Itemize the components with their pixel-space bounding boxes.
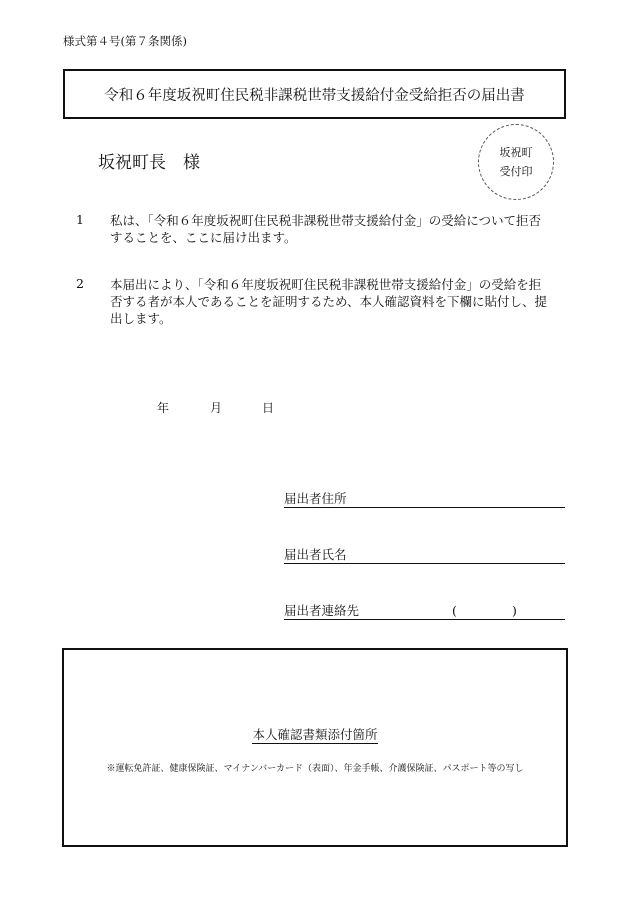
addressee: 坂祝町長 様	[98, 153, 200, 173]
title-box	[63, 69, 566, 119]
address-field[interactable]	[284, 491, 565, 508]
document-title: 令和６年度坂祝町住民税非課税世帯支援給付金受給拒否の届出書	[104, 87, 525, 104]
contact-paren-close: )	[512, 603, 517, 618]
attachment-title: 本人確認書類添付箇所	[252, 727, 378, 742]
item-2-number: 2	[76, 276, 84, 291]
date-day-label: 日	[262, 401, 275, 415]
item-2-line-2: 否する者が本人であることを証明するため、本人確認資料を下欄に貼付し、提	[110, 294, 548, 309]
address-label: 届出者住所	[284, 491, 347, 506]
contact-label: 届出者連絡先	[284, 603, 360, 618]
contact-field[interactable]	[284, 603, 565, 620]
stamp-line-2: 受付印	[499, 165, 533, 178]
item-1-number: 1	[76, 212, 84, 227]
item-1-line-2: することを、ここに届け出ます。	[110, 230, 297, 245]
name-label: 届出者氏名	[284, 547, 347, 562]
item-2-line-1: 本届出により、「令和６年度坂祝町住民税非課税世帯支援給付金」の受給を拒	[110, 277, 542, 292]
id-document-attachment-box[interactable]	[62, 648, 568, 847]
item-2-text	[110, 276, 547, 327]
form-number: 様式第４号(第７条関係)	[63, 34, 187, 48]
item-1-text	[110, 212, 541, 246]
attachment-note: ※運転免許証、健康保険証、マイナンバーカード（表面）、年金手帳、介護保険証、パスポート等の写し	[106, 764, 524, 774]
stamp-line-1: 坂祝町	[499, 146, 533, 159]
reception-stamp-circle	[478, 124, 554, 200]
date-month-label: 月	[210, 401, 223, 415]
contact-paren-open: (	[452, 603, 457, 618]
name-field[interactable]	[284, 547, 565, 564]
date-year-label: 年	[157, 401, 170, 415]
item-1-line-1: 私は、「令和６年度坂祝町住民税非課税世帯支援給付金」の受給について拒否	[110, 213, 542, 228]
attachment-title-wrap	[64, 725, 566, 743]
item-2-line-3: 出します。	[110, 311, 172, 326]
